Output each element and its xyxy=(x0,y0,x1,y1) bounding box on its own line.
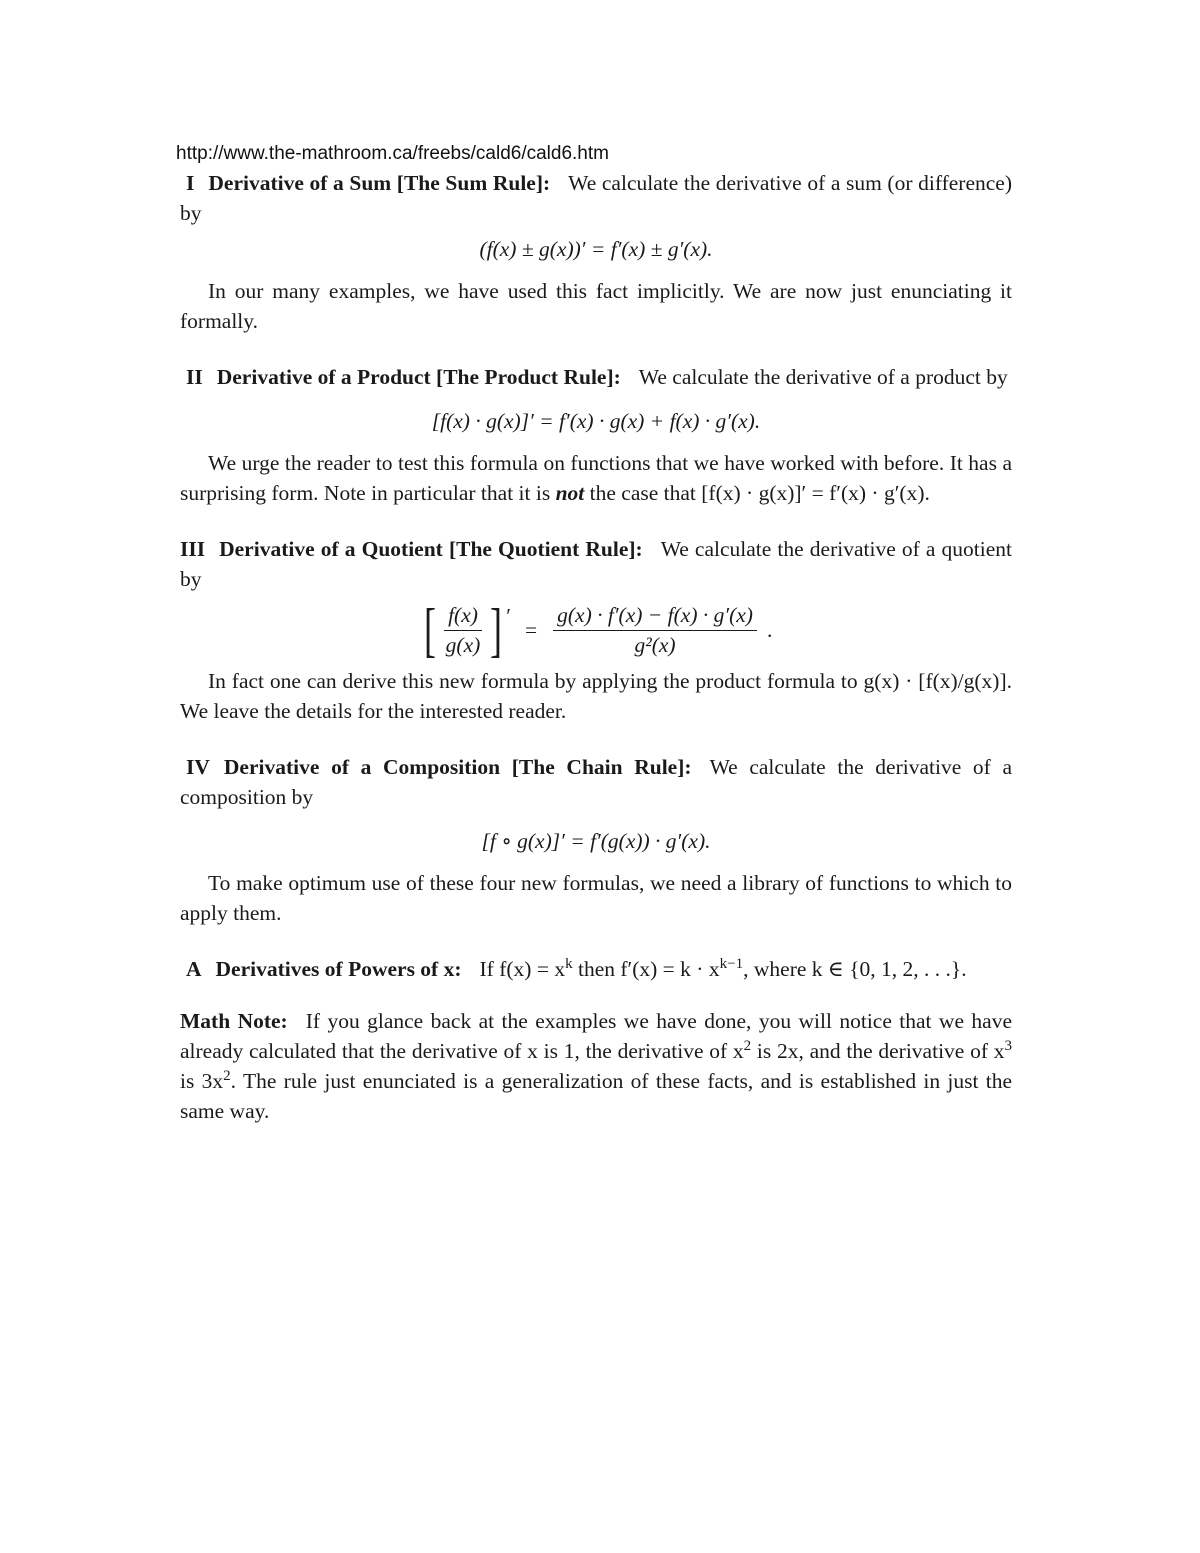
section-heading: Derivative of a Sum [The Sum Rule]: xyxy=(208,171,551,195)
document-page xyxy=(176,142,1013,1126)
power-rule-text: then f′(x) = k · x xyxy=(577,957,720,981)
lhs-denominator: g(x) xyxy=(445,632,481,657)
math-note xyxy=(180,1006,1012,1126)
emphasis-not: not xyxy=(555,481,585,505)
formula-period: . xyxy=(766,617,773,642)
power-rule-text: , where k ∈ {0, 1, 2, . . .}. xyxy=(743,957,967,981)
note-text: If you glance back at the examples we have done, you will notice that we have already calculated that the derivative of x is 1, the derivative of x xyxy=(180,1009,1012,1063)
math-note-heading: Math Note: xyxy=(180,1009,288,1033)
prime-mark: ′ xyxy=(506,604,511,628)
section-sum-rule xyxy=(180,168,1012,228)
quotient-rule-formula xyxy=(180,597,1012,663)
section-power-rule xyxy=(180,954,1012,984)
chain-rule-formula: [f ∘ g(x)]′ = f′(g(x)) · g′(x). xyxy=(481,829,711,853)
superscript: k xyxy=(565,955,573,972)
equals-sign: = xyxy=(524,617,538,642)
rhs-fraction xyxy=(551,603,759,658)
product-rule-remark xyxy=(180,448,1012,508)
section-number: III xyxy=(180,537,206,561)
section-number: I xyxy=(186,171,195,195)
chain-rule-remark: To make optimum use of these four new formulas, we need a library of functions to which to apply them. xyxy=(180,871,1012,925)
section-quotient-rule xyxy=(180,534,1012,594)
superscript: 2 xyxy=(223,1067,231,1084)
section-heading: Derivative of a Product [The Product Rule]: xyxy=(216,365,621,389)
note-text: . The rule just enunciated is a generalization of these facts, and is established in just the same way. xyxy=(180,1069,1013,1123)
superscript: 3 xyxy=(1004,1037,1012,1054)
superscript: k−1 xyxy=(719,955,744,972)
section-intro: We calculate the derivative of a quotient by xyxy=(180,537,1012,591)
superscript: 2 xyxy=(743,1037,752,1054)
section-heading: Derivative of a Composition [The Chain Rule]: xyxy=(223,755,692,779)
quotient-rule-remark: In fact one can derive this new formula by applying the product formula to g(x) · [f(x)/g(x)]. We leave the details for the interested reader. xyxy=(180,669,1012,723)
section-intro: We calculate the derivative of a composition by xyxy=(180,755,1012,809)
note-text: is 2x, and the derivative of x xyxy=(756,1039,1005,1063)
section-intro: We calculate the derivative of a sum (or difference) by xyxy=(180,171,1013,225)
note-text: is 3x xyxy=(180,1069,224,1093)
section-intro: We calculate the derivative of a product by xyxy=(638,365,1008,389)
lhs-numerator: f(x) xyxy=(444,603,482,631)
sum-rule-formula: (f(x) ± g(x))′ = f′(x) ± g′(x). xyxy=(479,237,713,261)
product-rule-formula: [f(x) · g(x)]′ = f′(x) · g(x) + f(x) · g′(x). xyxy=(431,409,761,433)
section-number: A xyxy=(186,957,202,981)
section-heading: Derivative of a Quotient [The Quotient Rule]: xyxy=(219,537,643,561)
sum-rule-remark: In our many examples, we have used this fact implicitly. We are now just enunciating it formally. xyxy=(180,279,1012,333)
section-number: IV xyxy=(186,755,210,779)
lhs-bracket: [ $\frac{f(x)}{g(x)}$ ] ′ xyxy=(423,597,511,663)
remark-text: the case that [f(x) · g(x)]′ = f′(x) · g′(x). xyxy=(589,481,930,505)
remark-text: We urge the reader to test this formula on functions that we have worked with before. It has a surprising form. Note in particular that it is xyxy=(180,451,1012,505)
power-rule-text: If f(x) = x xyxy=(479,957,566,981)
section-number: II xyxy=(186,365,203,389)
rhs-denominator: g²(x) xyxy=(634,632,676,657)
lhs-fraction xyxy=(440,603,487,658)
rhs-numerator: g(x) · f′(x) − f(x) · g′(x) xyxy=(553,603,757,631)
section-heading: Derivatives of Powers of x: xyxy=(215,957,462,981)
section-chain-rule xyxy=(180,752,1012,812)
source-url: http://www.the-mathroom.ca/freebs/cald6/cald6.htm xyxy=(176,143,609,164)
section-product-rule xyxy=(180,362,1012,392)
